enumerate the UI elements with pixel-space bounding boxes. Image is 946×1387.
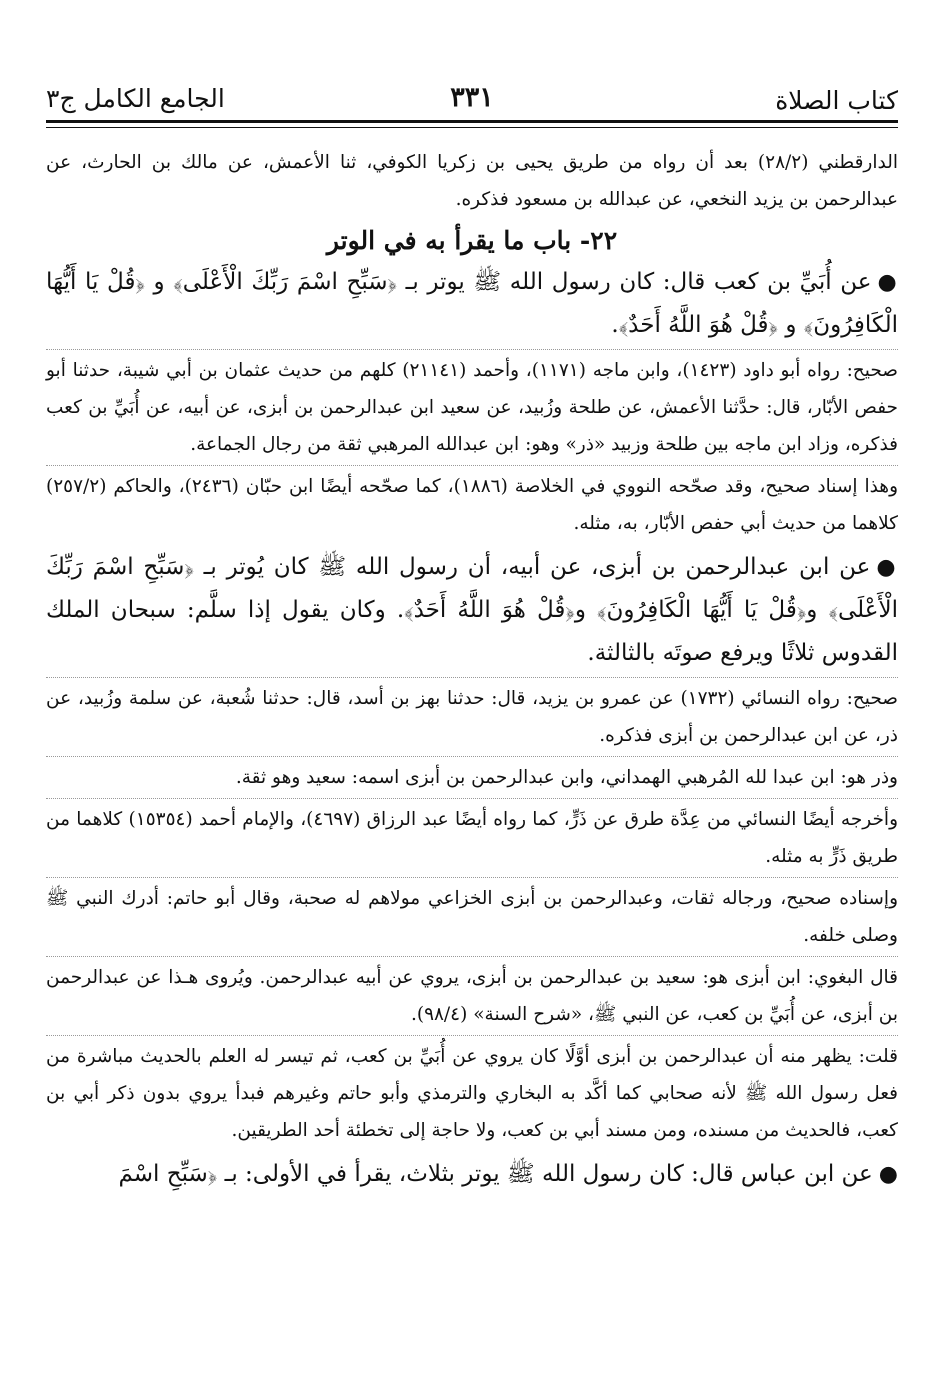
bullet-icon: ● [876, 555, 898, 580]
commentary-2e: قال البغوي: ابن أبزى هو: سعيد بن عبدالرحمن بن أبزى، يروي عن أبيه عبدالرحمن. ويُروى هـذا عن عبدالرحمن بن أبزى، عن أُبَيِّ بن كعب، عن النبي ﷺ، «شرح السنة» (٩٨/٤). [46, 956, 898, 1033]
hadith-1 [46, 261, 898, 347]
intro-paragraph: الدارقطني (٢٨/٢) بعد أن رواه من طريق يحيى بن زكريا الكوفي، ثنا الأعمش، عن مالك بن الحارث، عن عبدالرحمن بن يزيد النخعي، عن عبدالله بن مسعود فذكره. [46, 152, 898, 210]
hadith-1-text: عن أُبَيِّ بن كعب قال: كان رسول الله ﷺ يوتر بـ ﴿سَبِّحِ اسْمَ رَبِّكَ الْأَعْلَى﴾ و ﴿قُلْ يَا أَيُّهَا الْكَافِرُونَ﴾ و ﴿قُلْ هُوَ اللَّهُ أَحَدٌ﴾. [46, 269, 898, 338]
chapter-heading: ٢٢- باب ما يقرأ به في الوتر [326, 226, 618, 255]
commentary-2b: وذر هو: ابن عبدا لله المُرهبي الهمداني، وابن عبدالرحمن بن أبزى اسمه: سعيد وهو ثقة. [46, 756, 898, 796]
running-header [46, 62, 898, 122]
hadith-3 [46, 1153, 898, 1196]
commentary-2c: وأخرجه أيضًا النسائي من عِدَّة طرق عن ذَرٍّ، كما رواه أيضًا عبد الرزاق (٤٦٩٧)، والإمام أحمد (١٥٣٥٤) كلاهما من طريق ذَرٍّ به مثله. [46, 798, 898, 875]
commentary-2a: صحيح: رواه النسائي (١٧٣٢) عن عمرو بن يزيد، قال: حدثنا بهز بن أسد، قال: حدثنا شُعبة، عن سلمة وزُبيد، عن ذر، عن ابن عبدالرحمن بن أبزى فذكره. [46, 677, 898, 754]
hadith-2-text: عن ابن عبدالرحمن بن أبزى، عن أبيه، أن رسول الله ﷺ كان يُوتر بـ ﴿سَبِّحِ اسْمَ رَبِّكَ الْأَعْلَى﴾ و﴿قُلْ يَا أَيُّهَا الْكَافِرُونَ﴾ و﴿قُلْ هُوَ اللَّهُ أَحَدٌ﴾. وكان يقول إذا سلَّم: سبحان الملك القدوس ثلاثًا ويرفع صوتَه بالثالثة. [46, 554, 898, 666]
bullet-icon: ● [878, 1162, 898, 1187]
commentary-1b: وهذا إسناد صحيح، وقد صحّحه النووي في الخلاصة (١٨٨٦)، كما صحّحه أيضًا ابن حبّان (٢٤٣٦)، والحاكم (٢٥٧/٢) كلاهما من حديث أبي حفص الأبّار، به، مثله. [46, 465, 898, 542]
commentary-2f: قلت: يظهر منه أن عبدالرحمن بن أبزى أوَّلًا كان يروي عن أُبَيِّ بن كعب، ثم تيسر له العلم بالحديث مباشرة من فعل رسول الله ﷺ لأنه صحابي كما أكَّد به البخاري والترمذي وأبو حاتم وغيرهم فبدأ يروي بدون ذكر أبي بن كعب، فالحديث من مسنده، ومن مسند أبي بن كعب، ولا حاجة إلى تخطئة أحد الطريقين. [46, 1035, 898, 1149]
commentary-2d: وإسناده صحيح، ورجاله ثقات، وعبدالرحمن بن أبزى الخزاعي مولاهم له صحبة، وقال أبو حاتم: أدرك النبي ﷺ وصلى خلفه. [46, 877, 898, 954]
page-number: ٣٣١ [450, 82, 494, 113]
header-book-title: الجامع الكامل ج٣ [46, 84, 225, 113]
bullet-icon: ● [877, 270, 899, 295]
page-body [46, 144, 898, 1196]
header-rule [46, 120, 898, 127]
header-chapter-title: كتاب الصلاة [775, 86, 898, 115]
hadith-2 [46, 546, 898, 675]
hadith-3-text: عن ابن عباس قال: كان رسول الله ﷺ يوتر بثلاث، يقرأ في الأولى: بـ ﴿سَبِّحِ اسْمَ [118, 1161, 873, 1187]
commentary-1a: صحيح: رواه أبو داود (١٤٢٣)، وابن ماجه (١١٧١)، وأحمد (٢١١٤١) كلهم من حديث عثمان بن أبي شيبة، حدثنا أبو حفص الأبّار، قال: حدَّثنا الأعمش، عن طلحة وزُبيد، عن سعيد ابن عبدالرحمن بن أبزى، عن أبيه، عن أُبَيِّ بن كعب فذكره، وزاد ابن ماجه بين طلحة وزبيد «ذر» وهو: ابن عبدالله المرهبي ثقة من رجال الجماعة. [46, 349, 898, 463]
